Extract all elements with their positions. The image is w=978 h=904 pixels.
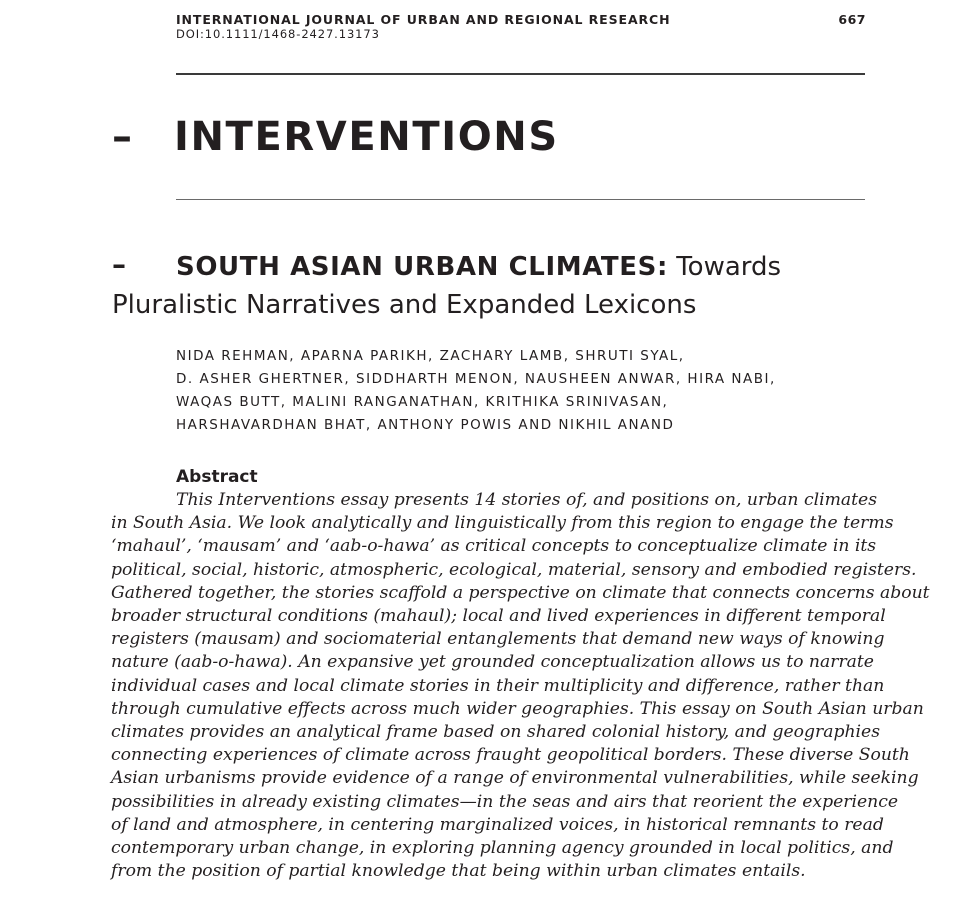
abstract-line: ‘mahaul’, ‘mausam’ and ‘aab-o-hawa’ as critical concepts to conceptualize climate in its	[111, 536, 877, 557]
page-number: 667	[838, 12, 866, 27]
section-heading: INTERVENTIONS	[174, 114, 559, 160]
title-dash: –	[112, 248, 126, 281]
abstract-line: climates provides an analytical frame based on shared colonial history, and geographies	[111, 722, 881, 743]
abstract-line: in South Asia. We look analytically and linguistically from this region to engage the terms	[111, 513, 894, 534]
abstract-body	[111, 489, 930, 883]
author-list	[176, 345, 876, 437]
bottom-rule	[176, 199, 865, 200]
abstract-line: of land and atmosphere, in centering marginalized voices, in historical remnants to read	[111, 814, 884, 835]
author-line: HARSHAVARDHAN BHAT, ANTHONY POWIS AND NIKHIL ANAND	[176, 417, 675, 433]
abstract-line: through cumulative effects across much wider geographies. This essay on South Asian urban	[111, 698, 924, 719]
abstract-line: individual cases and local climate stories in their multiplicity and difference, rather than	[111, 675, 885, 696]
abstract-line: This Interventions essay presents 14 stories of, and positions on, urban climates	[176, 490, 878, 510]
author-line: WAQAS BUTT, MALINI RANGANATHAN, KRITHIKA SRINIVASAN,	[176, 394, 669, 410]
top-rule	[176, 73, 865, 75]
abstract-line: contemporary urban change, in exploring planning agency grounded in local politics, and	[111, 838, 894, 859]
abstract-line: registers (mausam) and sociomaterial entanglements that demand new ways of knowing	[111, 629, 885, 650]
abstract-line: connecting experiences of climate across fraught geopolitical borders. These diverse South	[111, 745, 910, 766]
article-title	[112, 248, 872, 324]
abstract-heading: Abstract	[176, 467, 258, 487]
abstract-line: possibilities in already existing climates—in the seas and airs that reorient the experience	[111, 791, 899, 812]
author-line: D. ASHER GHERTNER, SIDDHARTH MENON, NAUSHEEN ANWAR, HIRA NABI,	[176, 371, 776, 387]
article-title-rest: Towards Pluralistic Narratives and Expanded Lexicons	[112, 252, 782, 320]
author-line: NIDA REHMAN, APARNA PARIKH, ZACHARY LAMB, SHRUTI SYAL,	[176, 348, 685, 364]
abstract-line: broader structural conditions (mahaul); local and lived experiences in different temporal	[111, 606, 886, 627]
article-title-strong: SOUTH ASIAN URBAN CLIMATES:	[176, 252, 668, 282]
journal-name: INTERNATIONAL JOURNAL OF URBAN AND REGIONAL RESEARCH	[176, 12, 671, 27]
abstract-line: from the position of partial knowledge that being within urban climates entails.	[111, 861, 806, 882]
abstract-line: nature (aab-o-hawa). An expansive yet grounded conceptualization allows us to narrate	[111, 652, 874, 673]
doi: DOI:10.1111/1468-2427.13173	[176, 27, 380, 41]
running-head	[176, 12, 866, 42]
abstract-line: political, social, historic, atmospheric, ecological, material, sensory and embodied registers.	[111, 559, 917, 580]
abstract-line: Gathered together, the stories scaffold a perspective on climate that connects concerns about	[111, 582, 930, 603]
section-dash: –	[112, 114, 132, 160]
abstract-line: Asian urbanisms provide evidence of a range of environmental vulnerabilities, while seeking	[111, 768, 919, 789]
